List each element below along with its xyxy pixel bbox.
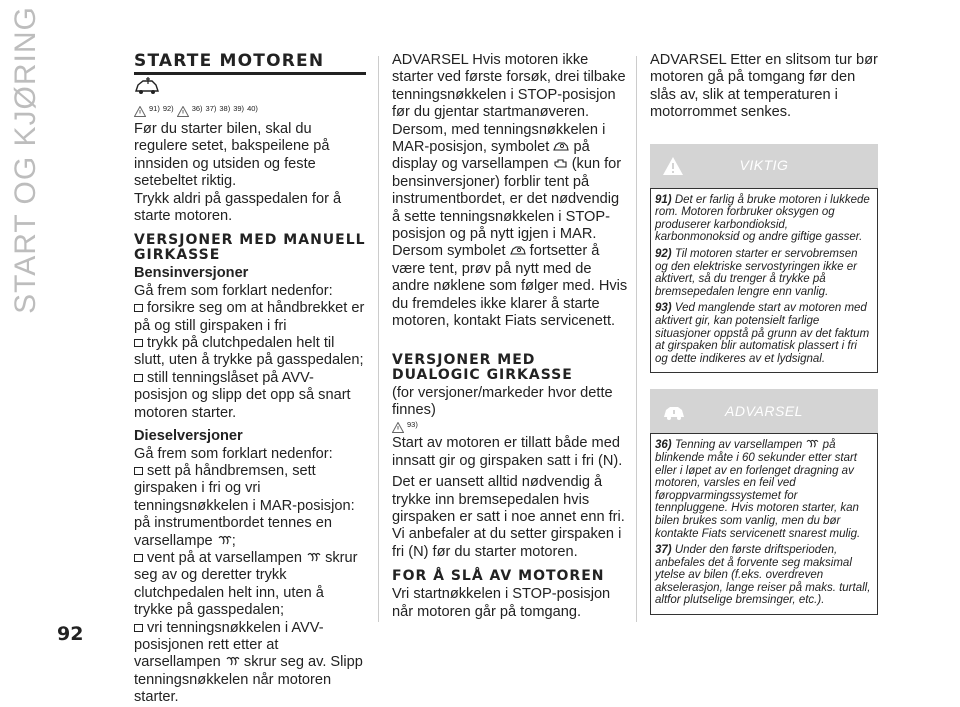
dualogic-heading: VERSJONER MED DUALOGIC GIRKASSE (392, 351, 573, 383)
glow-plug-icon (217, 535, 232, 546)
ref: 93) (407, 419, 418, 429)
warning-triangle-icon (177, 106, 189, 117)
list-item: 37) Under den første driftsperioden, anbefales det å forvente seg maksimal ytelse av bilen (f.eks. overdreven akselerasjon, lange reiser på maks. turtall, altfor plutselige bremsinger, etc.). (655, 544, 871, 607)
list-item: still tenningslåset på AVV-posisjon og slipp det opp så snart motoren starter. (134, 369, 351, 421)
ref: 39) (233, 103, 245, 113)
manual-gearbox-heading: VERSJONER MED MANUELL GIRKASSE (134, 232, 366, 264)
ref: 91) (149, 103, 160, 113)
column-3 (650, 52, 878, 615)
advarsel-box-header (650, 389, 878, 433)
petrol-intro: Gå frem som forklart nedenfor: (134, 282, 333, 299)
glow-plug-icon (225, 656, 240, 667)
list-item: 93) Ved manglende start av motoren med aktivert gir, kan potensielt farlige situasjoner oppstå på grunn av det faktum at girspaken blir automatisk plassert i fri og dette indikeres av et lydsignal. (655, 302, 870, 365)
column-2 (392, 52, 628, 625)
warning-triangle-icon (392, 422, 404, 433)
immobilizer-key-car-icon (553, 139, 569, 152)
checkbox-bullet-icon (134, 554, 143, 562)
list-item: vent på at varsellampen skrur seg av og deretter trykk clutchpedalen helt inn, uten å trykke på gasspedalen; (134, 549, 358, 619)
list-item: 91) Det er farlig å bruke motoren i lukkede rom. Motoren forbruker oksygen og produserer karbondioksid, karbonmonoksid og andre giftige gasser. (655, 193, 870, 244)
diesel-intro: Gå frem som forklart nedenfor: (134, 445, 333, 462)
column-divider (378, 56, 379, 622)
title-rule (134, 72, 366, 75)
intro-paragraph: Før du starter bilen, skal du regulere setet, bakspeilene på innsiden og utsiden og feste setebeltet riktig. (134, 121, 330, 190)
ref: 36) (191, 103, 203, 113)
column-1 (134, 52, 366, 707)
advarsel-paragraph: ADVARSEL Hvis motoren ikke starter ved første forsøk, drei tilbake tenningsnøkkelen i STOP-posisjon før du gjentar startmanøveren. Dersom, med tenningsnøkkelen i MAR-posisjon, symbolet på display og varsellampen (kun for bensinversjoner) forblir tent på instrumentbordet, er det nødvendig å sette tenningsnøkkelen i STOP-posisjon og på nytt igjen i MAR. Dersom symbolet fortsetter å være tent, prøv på nytt med de andre nøklene som følger med. Hvis du fremdeles ikke klarer å starte motoren, kontakt Fiats servicenett. (392, 52, 628, 330)
reference-row (392, 419, 628, 433)
diesel-heading: Dieselversjoner (134, 428, 243, 445)
checkbox-bullet-icon (134, 339, 143, 347)
warning-triangle-icon (134, 106, 146, 117)
reference-row (134, 99, 366, 117)
checkbox-bullet-icon (134, 304, 143, 312)
viktig-box-header (650, 144, 878, 188)
ref: 37) (205, 103, 217, 113)
section-side-label (6, 6, 46, 314)
viktig-box (650, 144, 878, 374)
section-title: STARTE MOTOREN (134, 51, 325, 71)
dualogic-note: (for versjoner/markeder hvor dette finnes) (392, 384, 613, 418)
list-item: 36) Tenning av varsellampen på blinkende måte i 60 sekunder etter start eller i løpet av en forlenget dragning av motoren, varsles en feil ved føroppvarmingssystemet for tennpluggene. Hvis motoren starter, kan bilen brukes som vanlig, men du bør kontakte Fiats servicenett snarest mulig. (655, 439, 861, 540)
list-item: 92) Til motoren starter er servobremsen og den elektriske servostyringen ikke er aktivert, så du trenger å trykke på bremsepedalen lengre enn vanlig. (655, 248, 858, 298)
ref: 38) (219, 103, 231, 113)
glow-plug-icon (805, 439, 819, 449)
glow-plug-icon (306, 552, 321, 563)
engine-off-paragraph: Vri startnøkkelen i STOP-posisjon når motoren går på tomgang. (392, 586, 611, 620)
checkbox-bullet-icon (134, 467, 143, 475)
engine-off-heading: FOR Å SLÅ AV MOTOREN (392, 568, 605, 585)
viktig-box-title: VIKTIG (739, 156, 789, 173)
list-item: vri tenningsnøkkelen i AVV-posisjonen rett etter at varsellampen skrur seg av. Slipp tenningsnøkkelen når motoren starter. (134, 619, 363, 706)
checkbox-bullet-icon (134, 624, 143, 632)
page-number: 92 (57, 623, 84, 645)
engine-warning-icon (553, 158, 568, 169)
advarsel-paragraph: ADVARSEL Etter en slitsom tur bør motoren gå på tomgang før den slås av, slik at temperaturen i motorrommet senkes. (650, 52, 878, 121)
advarsel-box-title: ADVARSEL (725, 402, 803, 419)
column-divider (636, 56, 637, 622)
ref: 92) (162, 103, 174, 113)
dualogic-paragraph-1: Start av motoren er tillatt både med innsatt gir og girspaken satt i fri (N). (392, 435, 623, 469)
warning-triangle-icon (662, 156, 684, 176)
petrol-heading: Bensinversjoner (134, 265, 249, 282)
ref: 40) (247, 103, 258, 113)
advarsel-box-body (650, 433, 878, 615)
car-service-icon (134, 77, 366, 97)
section-side-label-text: START OG KJØRING (9, 6, 42, 314)
list-item: forsikre seg om at håndbrekket er på og still girspaken i fri (134, 300, 365, 334)
immobilizer-key-car-icon (510, 243, 526, 256)
dualogic-paragraph-2: Det er uansett alltid nødvendig å trykke inn bremsepedalen hvis girspaken er satt i noe annet enn fri. Vi anbefaler at du setter girspaken i fri (N) før du starter motoren. (392, 474, 625, 560)
list-item: sett på håndbremsen, sett girspaken i fri og vri tenningsnøkkelen i MAR-posisjon: på instrumentbordet tennes en varsellampe ; (134, 462, 355, 549)
intro-paragraph-2: Trykk aldri på gasspedalen for å starte motoren. (134, 190, 342, 225)
checkbox-bullet-icon (134, 374, 143, 382)
advarsel-box (650, 389, 878, 615)
viktig-box-body (650, 188, 878, 374)
car-warning-icon (662, 401, 686, 421)
list-item: trykk på clutchpedalen helt til slutt, uten å trykke på gasspedalen; (134, 335, 364, 369)
